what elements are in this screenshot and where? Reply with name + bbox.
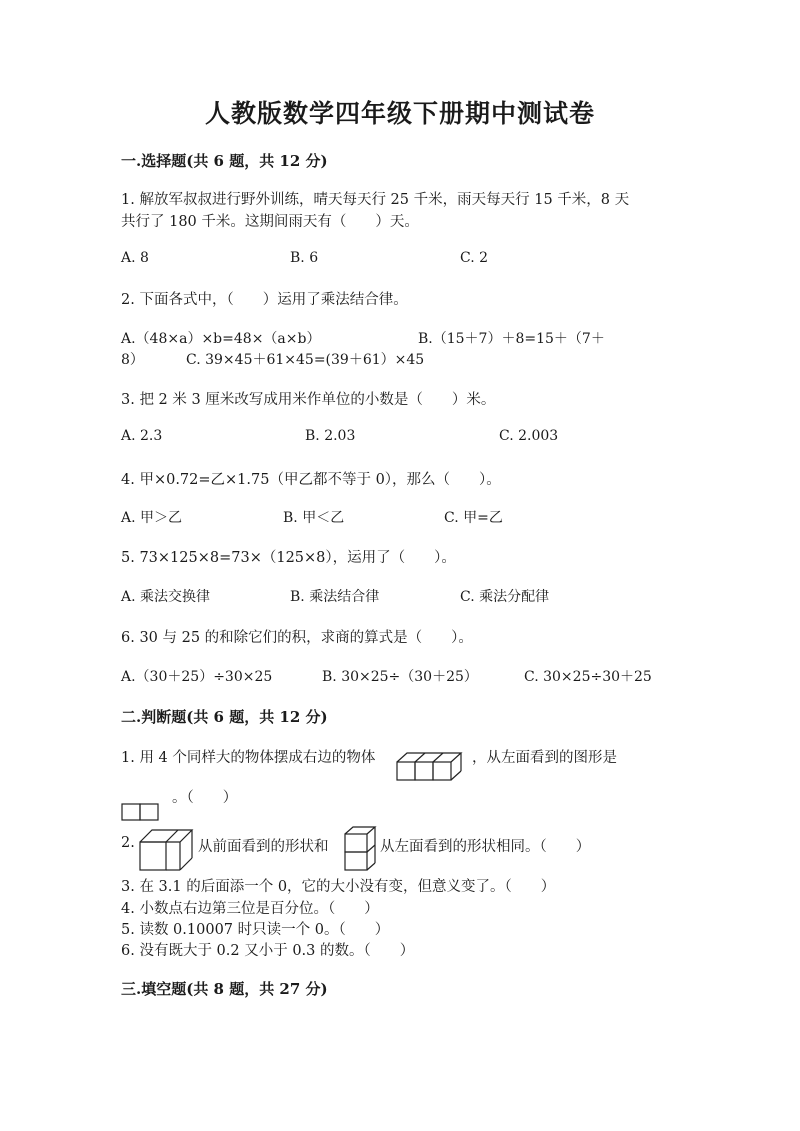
option-b: B. 30×25÷（30＋25） (322, 669, 478, 685)
option-b: B.（15＋7）＋8=15＋（7＋ (418, 331, 605, 347)
question-text: 5. 73×125×8=73×（125×8），运用了（ ）。 (121, 550, 456, 566)
option-a: A. 甲＞乙 (121, 510, 183, 526)
option-c: C. 乘法分配律 (460, 589, 550, 605)
question-text: 从左面看到的形状相同。（ ） (380, 839, 591, 855)
question-text: 3. 把 2 米 3 厘米改写成用米作单位的小数是（ ）米。 (121, 392, 496, 408)
page-title: 人教版数学四年级下册期中测试卷 (204, 99, 595, 128)
question-text: 。（ ） (172, 790, 238, 806)
question-text: 4. 甲×0.72=乙×1.75（甲乙都不等于 0），那么（ ）。 (121, 472, 501, 488)
question-text: 5. 读数 0.10007 时只读一个 0。（ ） (121, 922, 390, 938)
option-c: C. 30×25÷30＋25 (524, 669, 652, 685)
option-a: A. 8 (121, 250, 149, 266)
question-text: 3. 在 3.1 的后面添一个 0，它的大小没有变，但意义变了。（ ） (121, 879, 556, 895)
cubes-figure-front (139, 828, 195, 872)
option-b: B. 2.03 (305, 428, 356, 444)
option-b: B. 6 (290, 250, 319, 266)
question-text: 共行了 180 千米。这期间雨天有（ ）天。 (121, 214, 419, 230)
question-text: 从前面看到的形状和 (198, 839, 329, 855)
section-heading-fill-in: 三.填空题(共 8 题，共 27 分) (121, 980, 328, 998)
section-heading-choice: 一.选择题(共 6 题，共 12 分) (121, 152, 328, 170)
option-a: A. 乘法交换律 (121, 589, 211, 605)
question-number: 2. (121, 835, 135, 851)
option-c: C. 2 (460, 250, 489, 266)
question-text: 6. 没有既大于 0.2 又小于 0.3 的数。（ ） (121, 943, 415, 959)
option-b: B. 乘法结合律 (290, 589, 380, 605)
option-c: C. 2.003 (499, 428, 559, 444)
option-a: A.（48×a）×b=48×（a×b） (121, 331, 321, 347)
cubes-figure-stack (344, 826, 378, 872)
left-view-figure (121, 803, 161, 821)
section-heading-judgement: 二.判断题(共 6 题，共 12 分) (121, 708, 328, 726)
option-c: C. 39×45＋61×45=(39＋61）×45 (186, 352, 425, 368)
option-a: A.（30＋25）÷30×25 (121, 669, 273, 685)
question-text: 2. 下面各式中，（ ）运用了乘法结合律。 (121, 292, 408, 308)
option-a: A. 2.3 (121, 428, 163, 444)
question-text: 6. 30 与 25 的和除它们的积，求商的算式是（ ）。 (121, 630, 473, 646)
option-c: C. 甲=乙 (444, 510, 503, 526)
question-text: 1. 用 4 个同样大的物体摆成右边的物体 (121, 750, 376, 766)
four-cubes-figure (396, 750, 466, 784)
option-b-continued: 8） (121, 352, 144, 368)
option-b: B. 甲＜乙 (283, 510, 345, 526)
question-text: ，从左面看到的图形是 (472, 750, 617, 766)
question-text: 1. 解放军叔叔进行野外训练，晴天每天行 25 千米，雨天每天行 15 千米，8 天 (121, 192, 630, 208)
question-text: 4. 小数点右边第三位是百分位。（ ） (121, 901, 379, 917)
